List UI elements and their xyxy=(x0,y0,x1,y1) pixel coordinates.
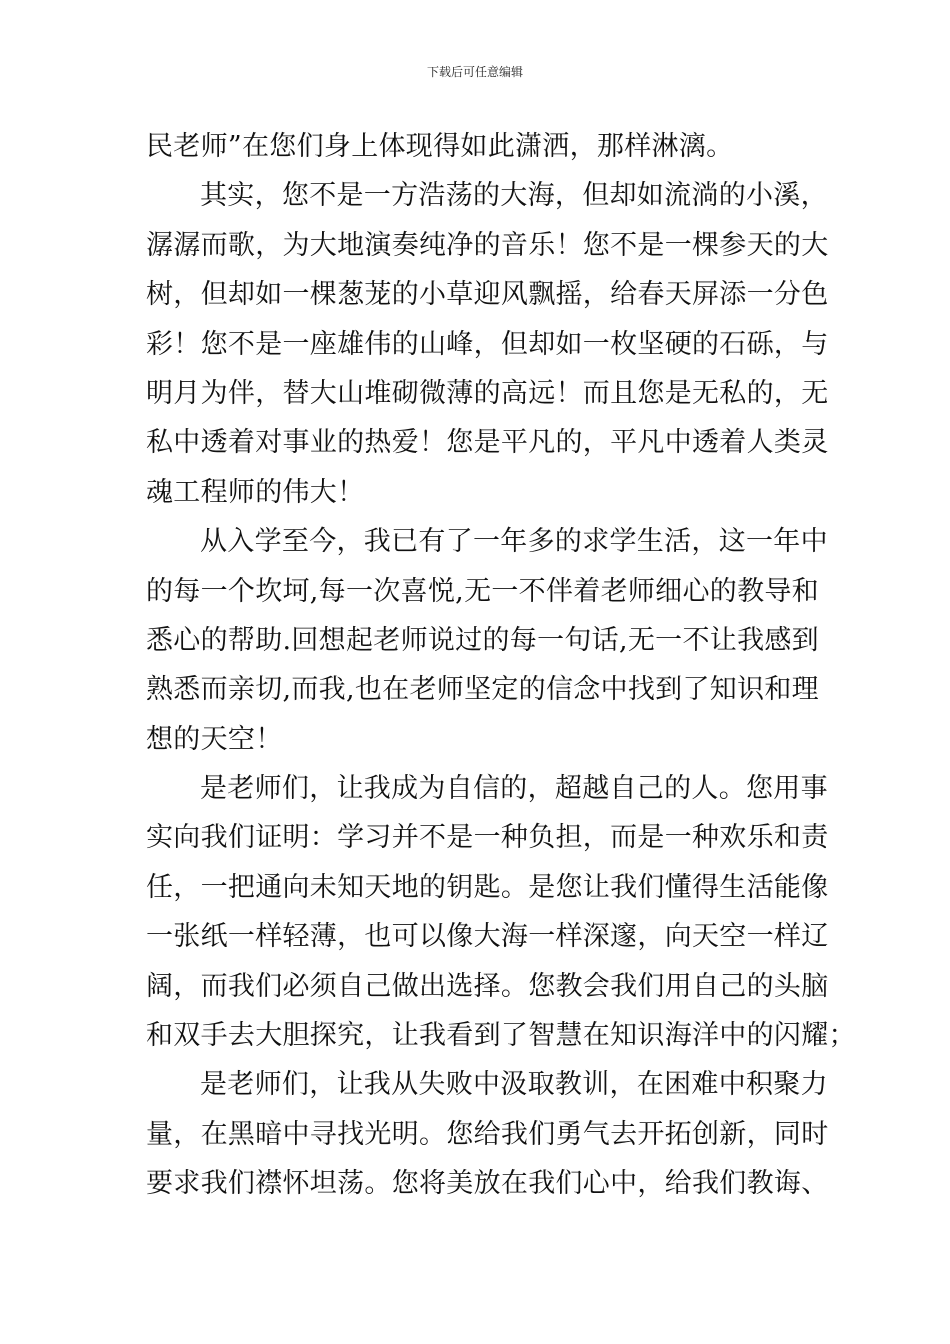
text-line: 私中透着对事业的热爱！您是平凡的，平凡中透着人类灵 xyxy=(146,427,829,459)
paragraph-start-line: 是老师们，让我成为自信的，超越自己的人。您用事 xyxy=(200,773,828,805)
text-line: 熟悉而亲切,而我,也在老师坚定的信念中找到了知识和理 xyxy=(146,674,819,706)
text-line: 量，在黑暗中寻找光明。您给我们勇气去开拓创新，同时 xyxy=(146,1118,829,1150)
text-line: 想的天空！ xyxy=(146,723,283,755)
text-line: 潺潺而歌，为大地演奏纯净的音乐！您不是一棵参天的大 xyxy=(146,229,829,261)
text-line: 树，但却如一棵葱茏的小草迎风飘摇，给春天屏添一分色 xyxy=(146,279,829,311)
text-line: 一张纸一样轻薄，也可以像大海一样深邃，向天空一样辽 xyxy=(146,921,829,953)
page-header: 下载后可任意编辑 xyxy=(426,65,523,79)
text-line: 悉心的帮助.回想起老师说过的每一句话,无一不让我感到 xyxy=(146,624,819,656)
text-line: 和双手去大胆探究，让我看到了智慧在知识海洋中的闪耀； xyxy=(146,1020,856,1052)
text-line: 阔，而我们必须自己做出选择。您教会我们用自己的头脑 xyxy=(146,970,829,1002)
paragraph-start-line: 是老师们，让我从失败中汲取教训，在困难中积聚力 xyxy=(200,1069,828,1101)
text-line: 魂工程师的伟大！ xyxy=(146,476,365,508)
text-line: 要求我们襟怀坦荡。您将美放在我们心中，给我们教诲、 xyxy=(146,1168,829,1200)
paragraph-start-line: 从入学至今，我已有了一年多的求学生活，这一年中 xyxy=(200,526,828,558)
text-line: 民老师”在您们身上体现得如此潇洒，那样淋漓。 xyxy=(146,131,734,162)
text-line: 彩！您不是一座雄伟的山峰，但却如一枚坚硬的石砾，与 xyxy=(146,328,829,360)
text-line: 任，一把通向未知天地的钥匙。是您让我们懂得生活能像 xyxy=(146,871,829,903)
text-line: 明月为伴，替大山堆砌微薄的高远！而且您是无私的，无 xyxy=(146,377,829,409)
text-line: 实向我们证明：学习并不是一种负担，而是一种欢乐和责 xyxy=(146,822,829,854)
text-line: 的每一个坎坷,每一次喜悦,无一不伴着老师细心的教导和 xyxy=(146,575,819,607)
document-body xyxy=(146,122,856,1209)
paragraph-start-line: 其实，您不是一方浩荡的大海，但却如流淌的小溪， xyxy=(200,180,828,212)
